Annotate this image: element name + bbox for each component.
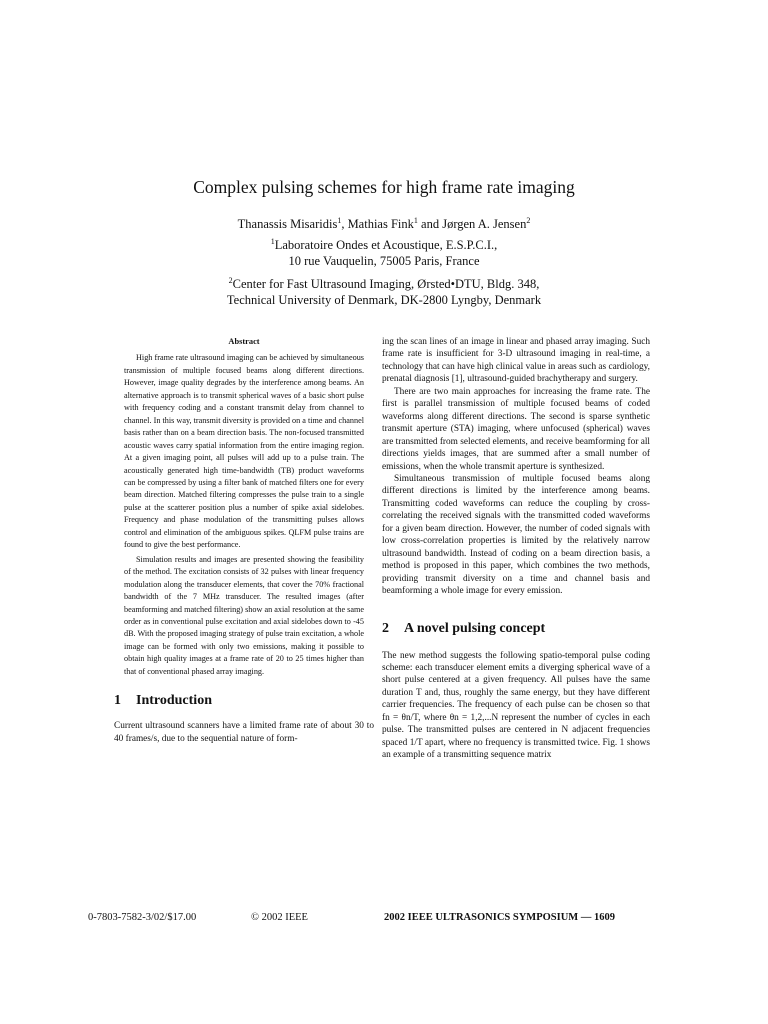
author-separator: , — [341, 217, 348, 231]
affiliation-line: 10 rue Vauquelin, 75005 Paris, France — [288, 254, 480, 268]
paper-title: Complex pulsing schemes for high frame rate imaging — [193, 177, 575, 197]
body-paragraph: ing the scan lines of an image in linear and phased array imaging. Such frame rate is insufficient for 3-D ultrasound imaging in real-time, a technology that can have high clinical value in areas such as cardiology, prenatal diagnosis [1], ultrasound-guided brachytherapy and surgery. — [382, 337, 650, 385]
section-heading-introduction — [114, 692, 374, 710]
body-text: n = θn/T, where θn = 1,2,...N represent the number of cycles in each pulse. The transmitted pulses are centered in N adjacent frequencies spaced 1/T apart, where no frequency is transmitted twice. Fig. 1 shows an example of a transmitting sequence matrix — [382, 712, 650, 761]
section-title: Introduction — [136, 693, 212, 709]
author-name: Jørgen A. Jensen — [442, 217, 527, 231]
body-paragraph: Simultaneous transmission of multiple focused beams along different directions is limited by the interference among beams. Transmitting coded waveforms can reduce the coupling by cross-correlating the received signals with the transmitted coded waveforms for a given beam direction. However, the number of coded signals with low cross-correlation properties is limited by the relatively narrow ultrasound bandwidth. Instead of coding on a beam direction basis, a method is proposed in this paper, which combines the two methods, providing transmit diversity on a time and channel basis and beamforming a whole image for every emission. — [382, 473, 650, 597]
footer-isbn: 0-7803-7582-3/02/$17.00 — [88, 912, 197, 923]
section-number: 2 — [382, 620, 389, 636]
affiliation-marker: 1 — [270, 236, 275, 246]
footer-symposium: 2002 IEEE ULTRASONICS SYMPOSIUM — 1609 — [384, 912, 615, 923]
author-separator: and — [417, 217, 443, 231]
right-column — [382, 336, 650, 762]
body-paragraph: Current ultrasound scanners have a limited frame rate of about 30 to 40 frames/s, due to the sequential nature of form- — [114, 721, 374, 744]
affiliation-line: Center for Fast Ultrasound Imaging, Ørsted•DTU, Bldg. 348, — [232, 277, 540, 291]
abstract-heading: Abstract — [228, 337, 260, 346]
affiliation-2 — [0, 276, 768, 308]
affiliation-marker: 1 — [337, 215, 342, 225]
footer-copyright: © 2002 IEEE — [251, 912, 308, 923]
abstract-paragraph: Simulation results and images are presented showing the feasibility of the method. The excitation consists of 32 pulses with linear frequency modulation along the transducer elements, that cover the 70% fractional bandwidth of the 7 MHz transducer. The resulted images (after beamforming and matched filtering) show an axial resolution at the same order as in conventional pulse excitation and axial sidelobes down to -45 dB. With the proposed imaging strategy of pulse train excitation, a whole image can be formed with only two emissions, making it possible to obtain high quality images at a frame rate of 20 to 25 times higher than that of conventional phased array imaging. — [124, 554, 364, 676]
abstract-block — [114, 336, 374, 678]
body-paragraph — [382, 650, 650, 762]
affiliation-marker: 2 — [526, 215, 531, 225]
author-line — [0, 216, 768, 232]
affiliation-1 — [0, 237, 768, 269]
affiliation-line: Technical University of Denmark, DK-2800 Lyngby, Denmark — [226, 293, 542, 307]
body-paragraph: There are two main approaches for increasing the frame rate. The first is parallel transmission of multiple focused beams of coded waveforms along different directions. The second is sparse synthetic transmit aperture (STA) imaging, where unfocused (spherical) waves are transmitted from selected elements, and receive beamforming for all directions yields images, that are summed after a small number of emissions, when the whole transmit aperture is synthesized. — [382, 386, 650, 472]
left-column — [114, 336, 374, 745]
section-heading-novel-pulsing — [382, 620, 650, 638]
affiliation-marker: 2 — [228, 275, 233, 285]
affiliation-marker: 1 — [413, 215, 418, 225]
abstract-paragraph: High frame rate ultrasound imaging can be achieved by simultaneous transmission of multiple focused beams along different directions. However, image quality degrades by the interference among beams. An alternative approach is to transmit spherical waves of a basic short pulse with frequency coding and a constant transmit delay from channel to channel. In this way, transmit diversity is provided on a time and channel basis rather than on a beam direction basis. The non-focused transmitted acoustic waves carry spatial information from the entire imaging region. At a given imaging point, all pulses will add up to a pulse train. The acoustically generated high time-bandwidth (TB) product waveforms can be compressed by using a filter bank of matched filters one for every beam direction. Matched filtering compresses the pulse train to a single pulse at the scatterer position plus a number of spike axial sidelobes. Frequency and phase modulation of the transmitting pulses allows control and elimination of the ambiguous spikes. QLFM pulse trains are found to give the best performance. — [124, 353, 364, 550]
section-number: 1 — [114, 693, 121, 709]
author-name: Thanassis Misaridis — [237, 217, 338, 231]
affiliation-line: Laboratoire Ondes et Acoustique, E.S.P.C.I., — [274, 238, 498, 252]
section-title: A novel pulsing concept — [404, 620, 546, 636]
author-name: Mathias Fink — [347, 217, 414, 231]
body-text: The new method suggests the following spatio-temporal pulse coding scheme: each transducer element emits a diverging spherical wave of a short pulse centered at a given frequency. All pulses have the same duration T and, thus, roughly the same energy, but they have different carrier frequencies. The frequency of each pulse can be chosen so that f — [382, 650, 650, 723]
